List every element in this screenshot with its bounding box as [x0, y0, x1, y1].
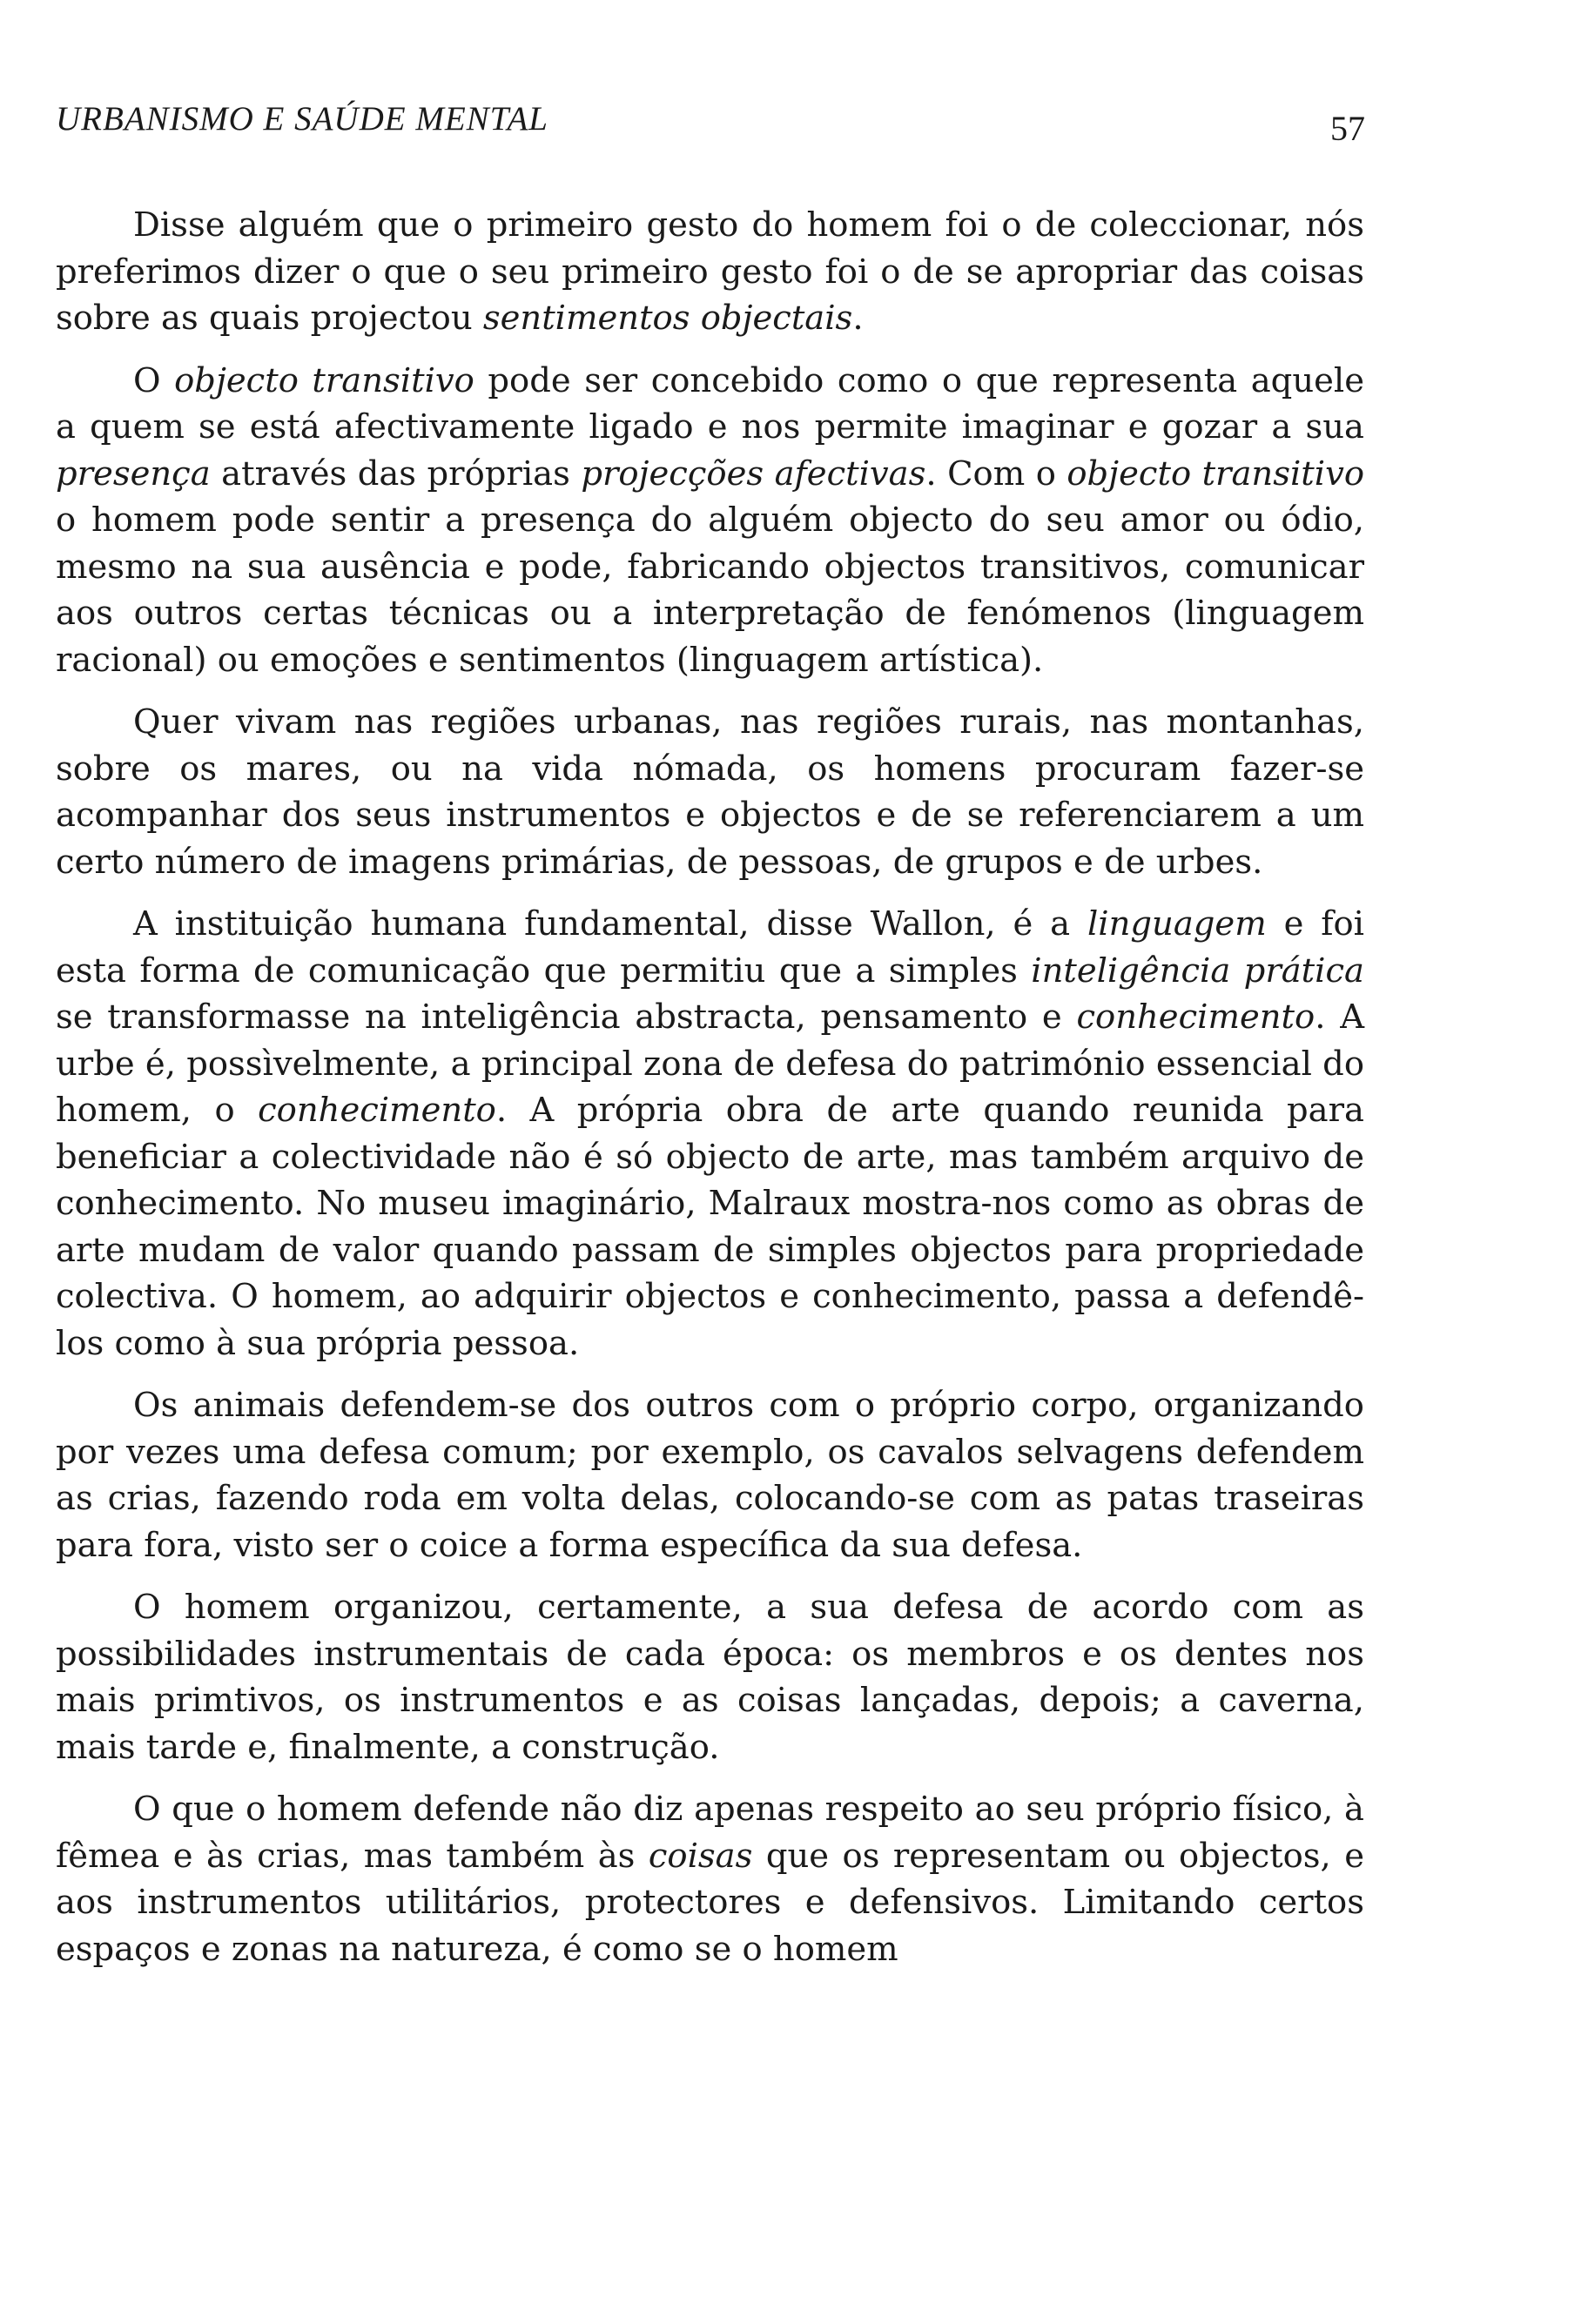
italic-span: linguagem: [1087, 904, 1267, 944]
paragraph: [56, 1786, 1364, 1972]
text-span: se transformasse na inteligência abstracta, pensamento e: [56, 997, 1077, 1037]
text-span: . A urbe é, possìvelmente, a principal zona de defesa do património essencial do homem, o: [56, 997, 1364, 1130]
italic-span: coisas: [648, 1836, 753, 1876]
italic-span: sentimentos objectais: [482, 299, 853, 338]
body-text: [56, 202, 1364, 1988]
text-span: O que o homem defende não diz apenas respeito ao seu próprio físico, à fêmea e às crias, mas também às: [56, 1790, 1364, 1876]
text-span: .: [852, 299, 864, 338]
paragraph: [56, 202, 1364, 342]
paragraph: [56, 901, 1364, 1367]
running-title: URBANISMO E SAÚDE MENTAL: [56, 100, 548, 138]
paragraph: [56, 358, 1364, 684]
text-span: o homem pode sentir a presença do alguém objecto do seu amor ou ódio, mesmo na sua ausência e pode, fabricando objectos transitivos, comunicar aos outros certas técnicas ou a interpretação de fenómenos (linguagem racional) ou emoções e sentimentos (linguagem artística).: [56, 500, 1364, 680]
italic-span: objecto transitivo: [174, 360, 474, 400]
paragraph: [56, 1584, 1364, 1770]
text-span: A instituição humana fundamental, disse Wallon, é a: [133, 904, 1087, 944]
text-span: Disse alguém que o primeiro gesto do homem foi o de coleccionar, nós preferimos dizer o que o seu primeiro gesto foi o de se apropriar das coisas sobre as quais projectou: [56, 205, 1364, 338]
page-number: 57: [1330, 109, 1365, 148]
paragraph: [56, 699, 1364, 885]
text-span: . A própria obra de arte quando reunida para beneficiar a colectividade não é só objecto de arte, mas também arquivo de conhecimento. No museu imaginário, Malraux mostra-nos como as obras de arte mudam de valor quando passam de simples objectos para propriedade colectiva. O homem, ao adquirir objectos e conhecimento, passa a defendê-los como à sua própria pessoa.: [56, 1091, 1364, 1363]
text-span: O homem organizou, certamente, a sua defesa de acordo com as possibilidades instrumentais de cada época: os membros e os dentes nos mais primtivos, os instrumentos e as coisas lançadas, depois; a caverna, mais tarde e, finalmente, a construção.: [56, 1588, 1364, 1767]
italic-span: objecto transitivo: [1067, 453, 1364, 494]
text-span: Os animais defendem-se dos outros com o próprio corpo, organizando por vezes uma defesa comum; por exemplo, os cavalos selvagens defendem as crias, fazendo roda em volta delas, colocando-se com as patas traseiras para fora, visto ser o coice a forma específica da sua defesa.: [56, 1386, 1364, 1565]
paragraph: [56, 1382, 1364, 1568]
text-span: que os representam ou objectos, e aos instrumentos utilitários, protectores e defensivos. Limitando certos espaços e zonas na natureza, é como se o homem: [56, 1836, 1364, 1969]
italic-span: inteligência prática: [1031, 950, 1364, 991]
text-span: O: [133, 360, 175, 400]
text-span: Quer vivam nas regiões urbanas, nas regiões rurais, nas montanhas, sobre os mares, ou na vida nómada, os homens procuram fazer-se acompanhar dos seus instrumentos e objectos e de se referenciarem a um certo número de imagens primárias, de pessoas, de grupos e de urbes.: [56, 702, 1364, 882]
text-span: e foi esta forma de comunicação que permitiu que a simples: [56, 904, 1364, 991]
italic-span: conhecimento: [258, 1091, 496, 1130]
running-header: [56, 97, 1365, 150]
text-span: através das próprias: [210, 453, 582, 494]
text-span: . Com o: [925, 453, 1067, 494]
italic-span: presença: [56, 453, 211, 494]
text-span: pode ser concebido como o que representa aquele a quem se está afectivamente ligado e nos permite imaginar e gozar a sua: [56, 360, 1364, 447]
italic-span: projecções afectivas: [581, 453, 926, 494]
italic-span: conhecimento: [1076, 997, 1315, 1037]
